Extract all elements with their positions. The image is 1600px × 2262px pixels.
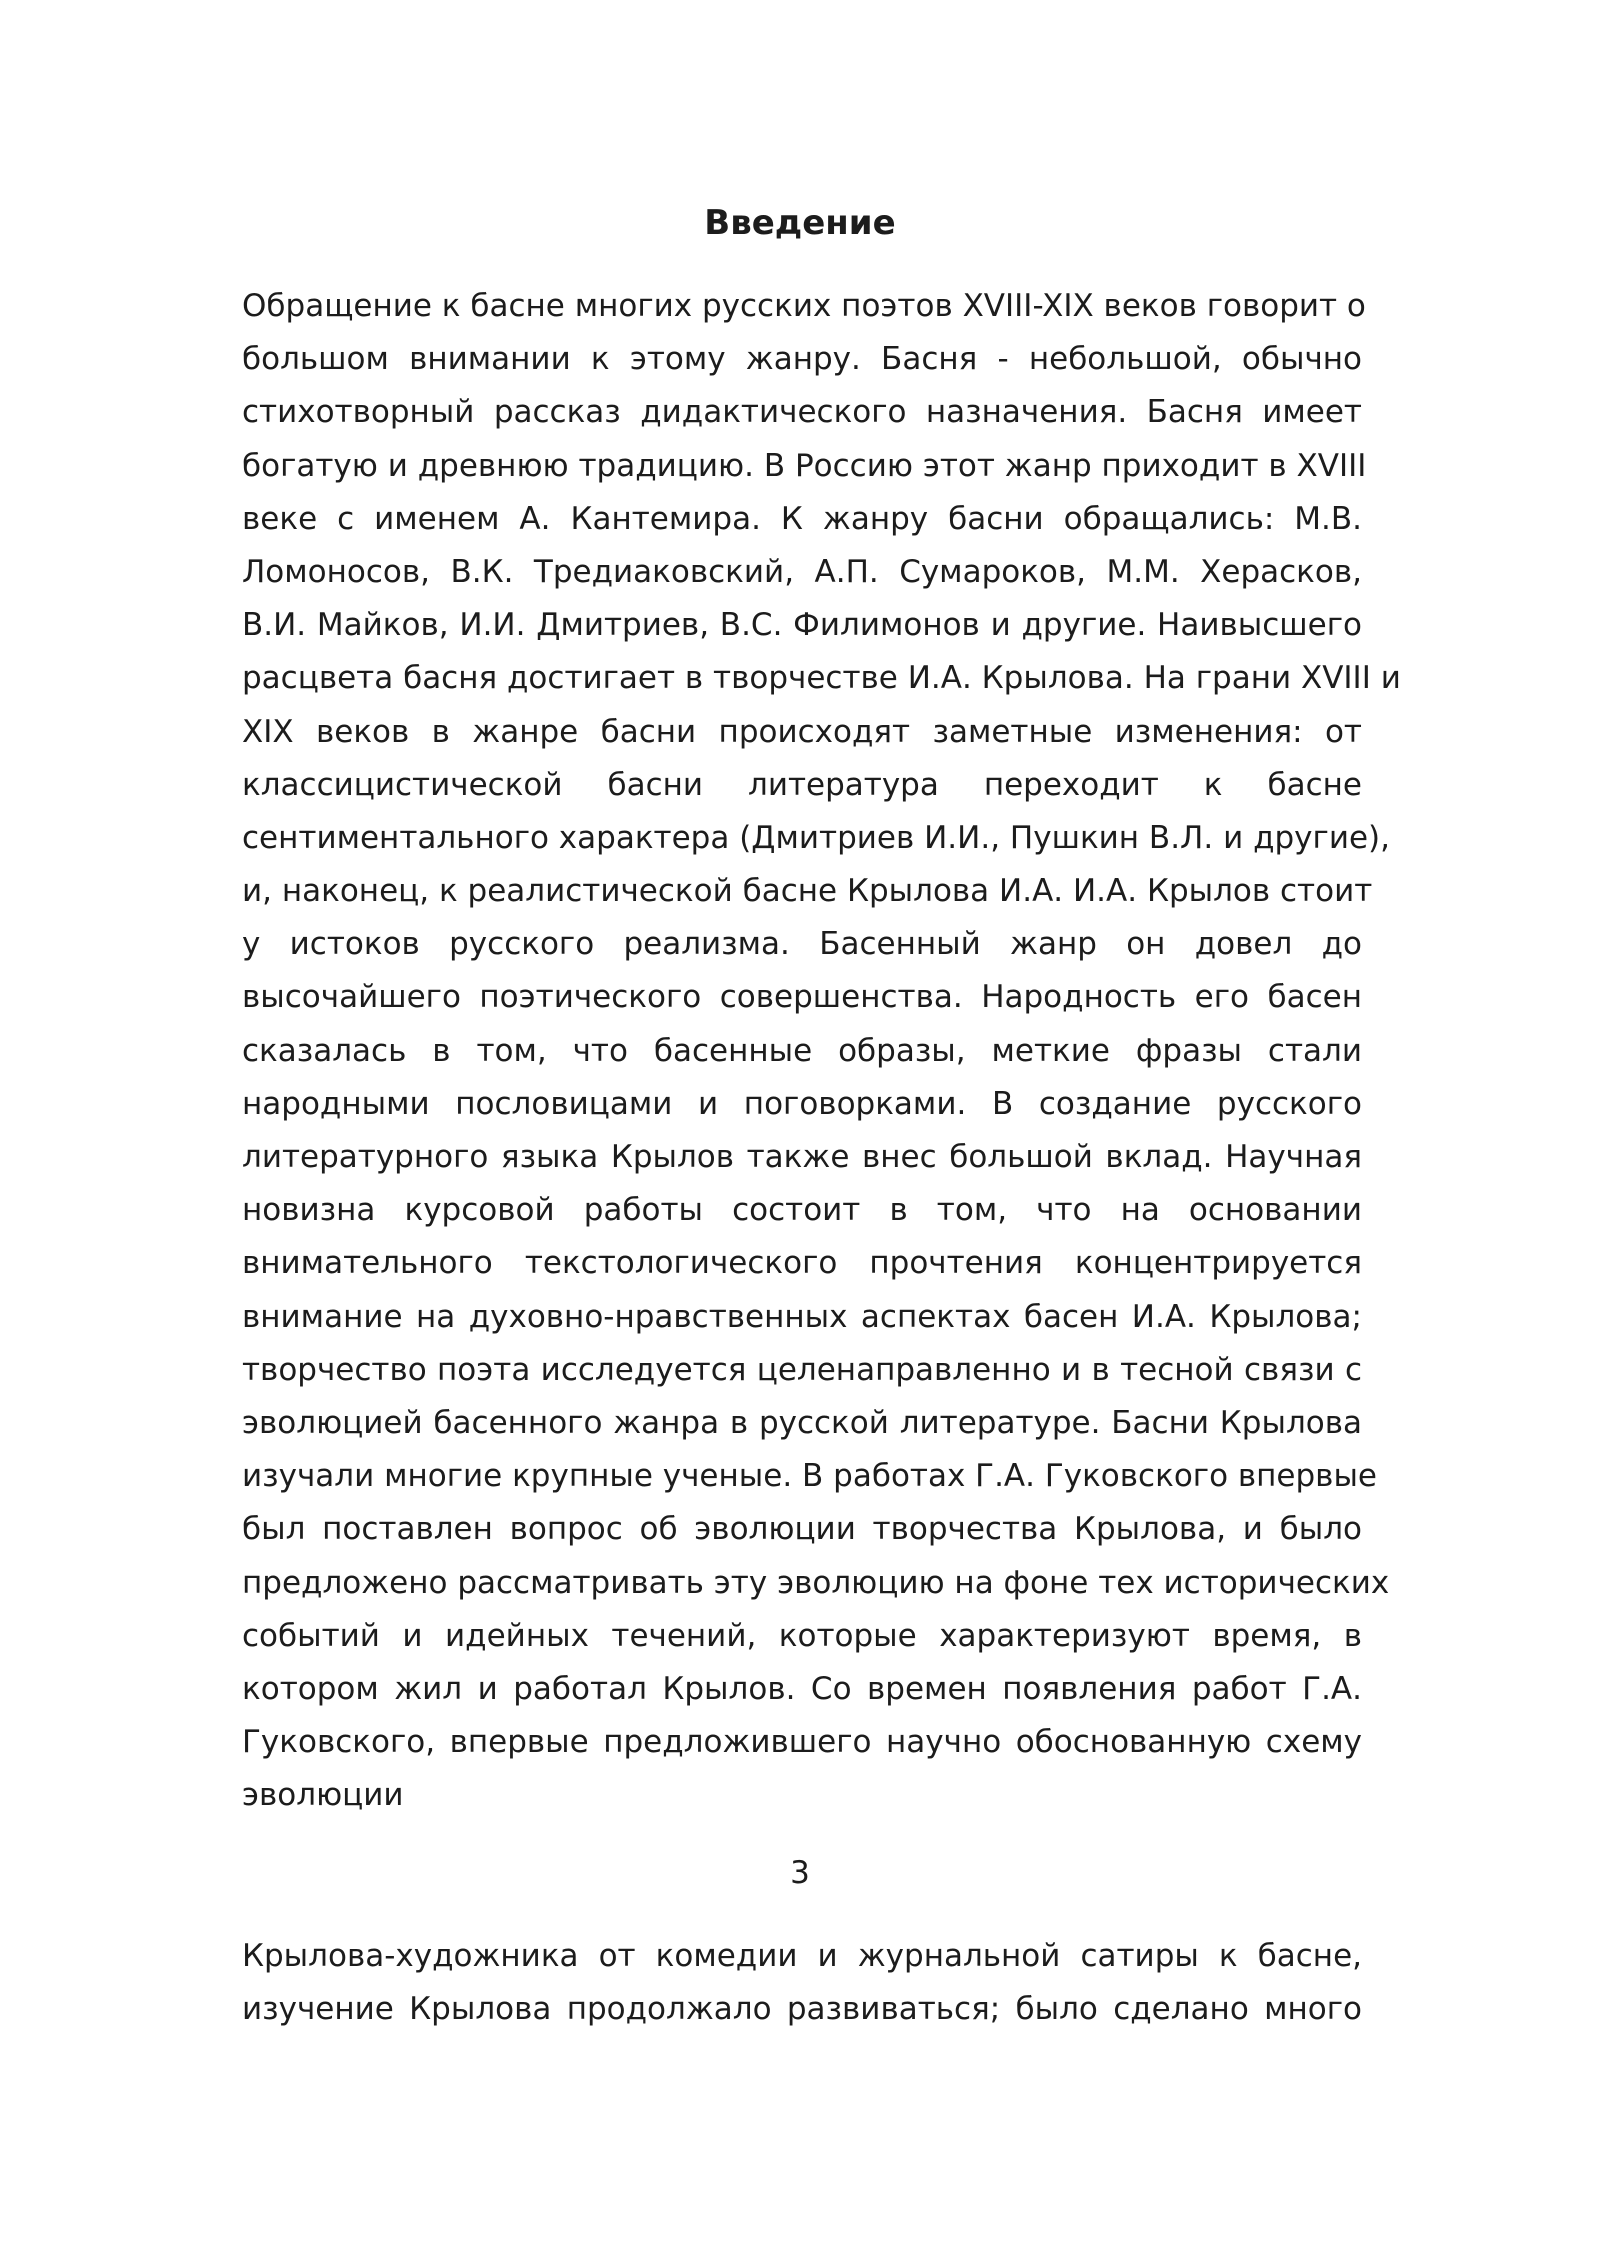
paragraph-line: литературного языка Крылов также внес большой вклад. Научная xyxy=(242,1139,1362,1175)
paragraph-line: новизна курсовой работы состоит в том, что на основании xyxy=(242,1192,1362,1229)
paragraph-line: внимание на духовно-нравственных аспектах басен И.А. Крылова; xyxy=(242,1298,1362,1335)
paragraph-line: Гуковского, впервые предложившего научно обоснованную схему xyxy=(242,1724,1362,1761)
paragraph-line: народными пословицами и поговорками. В создание русского xyxy=(242,1085,1362,1122)
paragraph-line: сказалась в том, что басенные образы, меткие фразы стали xyxy=(242,1032,1362,1069)
paragraph-line: эволюцией басенного жанра в русской литературе. Басни Крылова xyxy=(242,1404,1362,1441)
paragraph-line: эволюции xyxy=(242,1777,404,1814)
paragraph-line: у истоков русского реализма. Басенный жанр он довел до xyxy=(242,926,1362,963)
paragraph-line: Крылова-художника от комедии и журнальной сатиры к басне, xyxy=(242,1938,1362,1974)
paragraph-line: XIX веков в жанре басни происходят заметные изменения: от xyxy=(242,713,1362,750)
continuation-paragraph xyxy=(242,1930,1362,2036)
paragraph-line: Ломоносов, В.К. Тредиаковский, А.П. Сумароков, М.М. Херасков, xyxy=(242,553,1362,590)
paragraph-line: В.И. Майков, И.И. Дмитриев, В.С. Филимонов и другие. Наивысшего xyxy=(242,607,1362,644)
paragraph-line: и, наконец, к реалистической басне Крылова И.А. И.А. Крылов стоит xyxy=(242,873,1373,910)
paragraph-line: предложено рассматривать эту эволюцию на фоне тех исторических xyxy=(242,1564,1390,1601)
paragraph-line: сентиментального характера (Дмитриев И.И., Пушкин В.Л. и другие), xyxy=(242,819,1390,856)
paragraph-line: внимательного текстологического прочтения концентрируется xyxy=(242,1245,1362,1282)
paragraph-line: стихотворный рассказ дидактического назначения. Басня имеет xyxy=(242,394,1362,431)
paragraph-line: творчество поэта исследуется целенаправленно и в тесной связи с xyxy=(242,1351,1362,1388)
paragraph-line: высочайшего поэтического совершенства. Народность его басен xyxy=(242,979,1362,1016)
document-title: Введение xyxy=(704,203,896,243)
paragraph-line: изучали многие крупные ученые. В работах Г.А. Гуковского впервые xyxy=(242,1458,1377,1495)
paragraph-line: Обращение к басне многих русских поэтов XVIII-XIX веков говорит о xyxy=(242,288,1366,324)
paragraph-line: веке с именем А. Кантемира. К жанру басни обращались: М.В. xyxy=(242,500,1362,537)
paragraph-line: котором жил и работал Крылов. Со времен появления работ Г.А. xyxy=(242,1670,1362,1707)
paragraph-line: событий и идейных течений, которые характеризуют время, в xyxy=(242,1617,1362,1654)
paragraph-line: был поставлен вопрос об эволюции творчества Крылова, и было xyxy=(242,1511,1362,1548)
paragraph-line: расцвета басня достигает в творчестве И.А. Крылова. На грани XVIII и xyxy=(242,660,1401,697)
introduction-paragraph xyxy=(242,280,1401,1822)
paragraph-line: классицистической басни литература переходит к басне xyxy=(242,766,1362,803)
page-number: 3 xyxy=(790,1855,810,1891)
paragraph-line: богатую и древнюю традицию. В Россию этот жанр приходит в XVIII xyxy=(242,447,1367,484)
paragraph-line: большом внимании к этому жанру. Басня - небольшой, обычно xyxy=(242,341,1362,378)
paragraph-line: изучение Крылова продолжало развиваться; было сделано много xyxy=(242,1991,1362,2028)
